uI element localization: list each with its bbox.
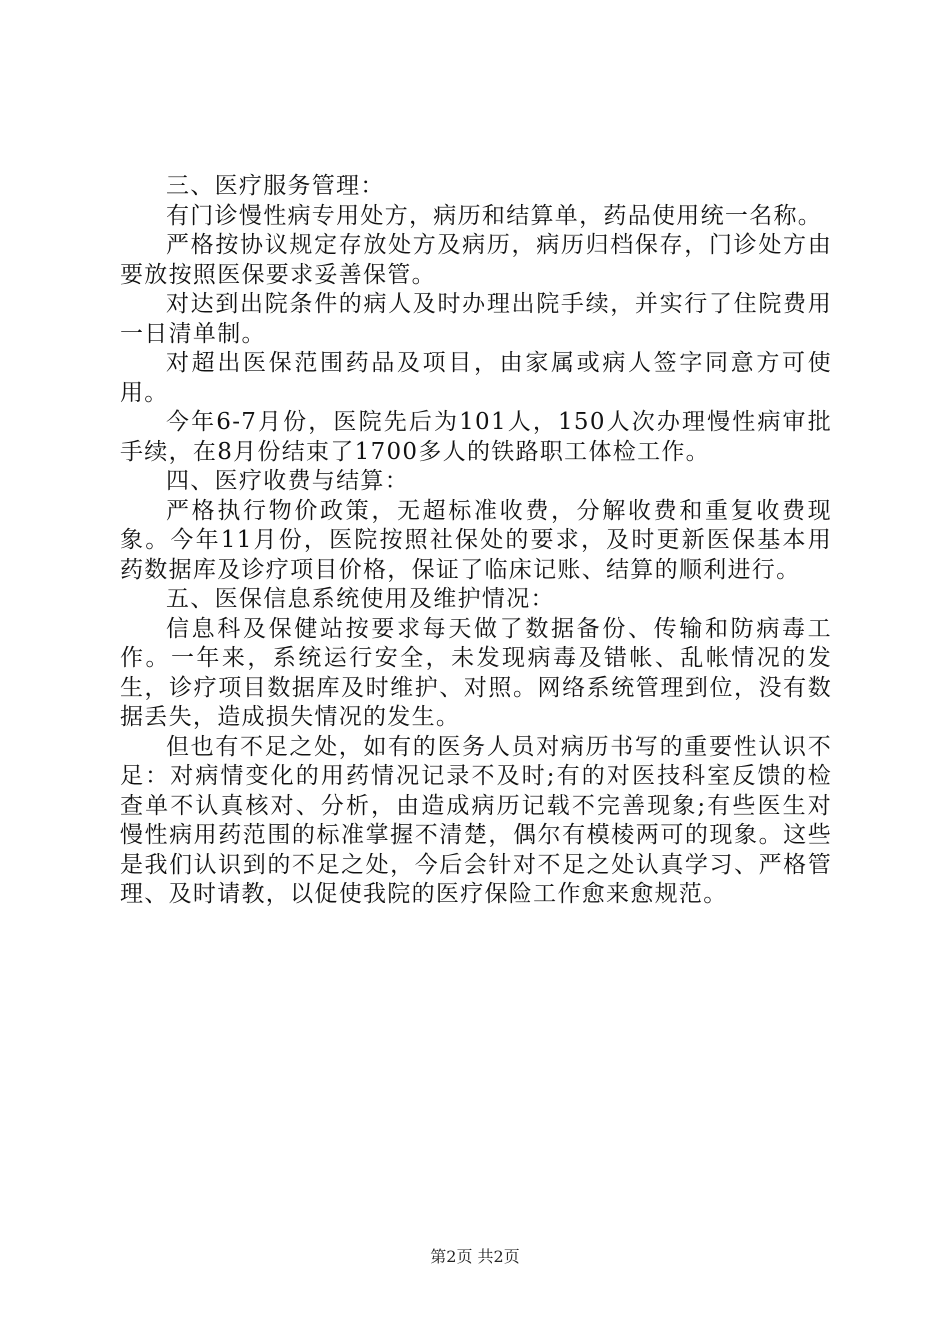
paragraph: 有门诊慢性病专用处方，病历和结算单，药品使用统一名称。: [166, 202, 823, 229]
section-heading-medical-service: 三、医疗服务管理：: [166, 173, 385, 199]
paragraph: 今年6-7月份，医院先后为101人，150人次办理慢性病审批手续，在8月份结束了1700多人的铁路职工体检工作。: [120, 409, 832, 465]
section-heading-fees-settlement: 四、医疗收费与结算：: [166, 468, 409, 494]
paragraph: 信息科及保健站按要求每天做了数据备份、传输和防病毒工作。一年来，系统运行安全，未发现病毒及错帐、乱帐情况的发生，诊疗项目数据库及时维护、对照。网络系统管理到位，没有数据丢失，造成损失情况的发生。: [120, 615, 832, 730]
paragraph: 但也有不足之处，如有的医务人员对病历书写的重要性认识不足：对病情变化的用药情况记录不及时;有的对医技科室反馈的检查单不认真核对、分析，由造成病历记载不完善现象;有些医生对慢性病用药范围的标准掌握不清楚，偶尔有模棱两可的现象。这些是我们认识到的不足之处，今后会针对不足之处认真学习、严格管理、及时请教，以促使我院的医疗保险工作愈来愈规范。: [120, 733, 832, 907]
page-number-footer: 第2页 共2页: [430, 1247, 520, 1266]
paragraph: 对达到出院条件的病人及时办理出院手续，并实行了住院费用一日清单制。: [120, 291, 832, 347]
paragraph: 严格按协议规定存放处方及病历，病历归档保存，门诊处方由要放按照医保要求妥善保管。: [120, 232, 832, 288]
section-heading-info-system: 五、医保信息系统使用及维护情况：: [166, 586, 555, 612]
paragraph: 严格执行物价政策，无超标准收费，分解收费和重复收费现象。今年11月份，医院按照社保处的要求，及时更新医保基本用药数据库及诊疗项目价格，保证了临床记账、结算的顺利进行。: [120, 497, 832, 583]
document-body: [120, 172, 832, 910]
paragraph: 对超出医保范围药品及项目，由家属或病人签字同意方可使用。: [120, 350, 832, 406]
